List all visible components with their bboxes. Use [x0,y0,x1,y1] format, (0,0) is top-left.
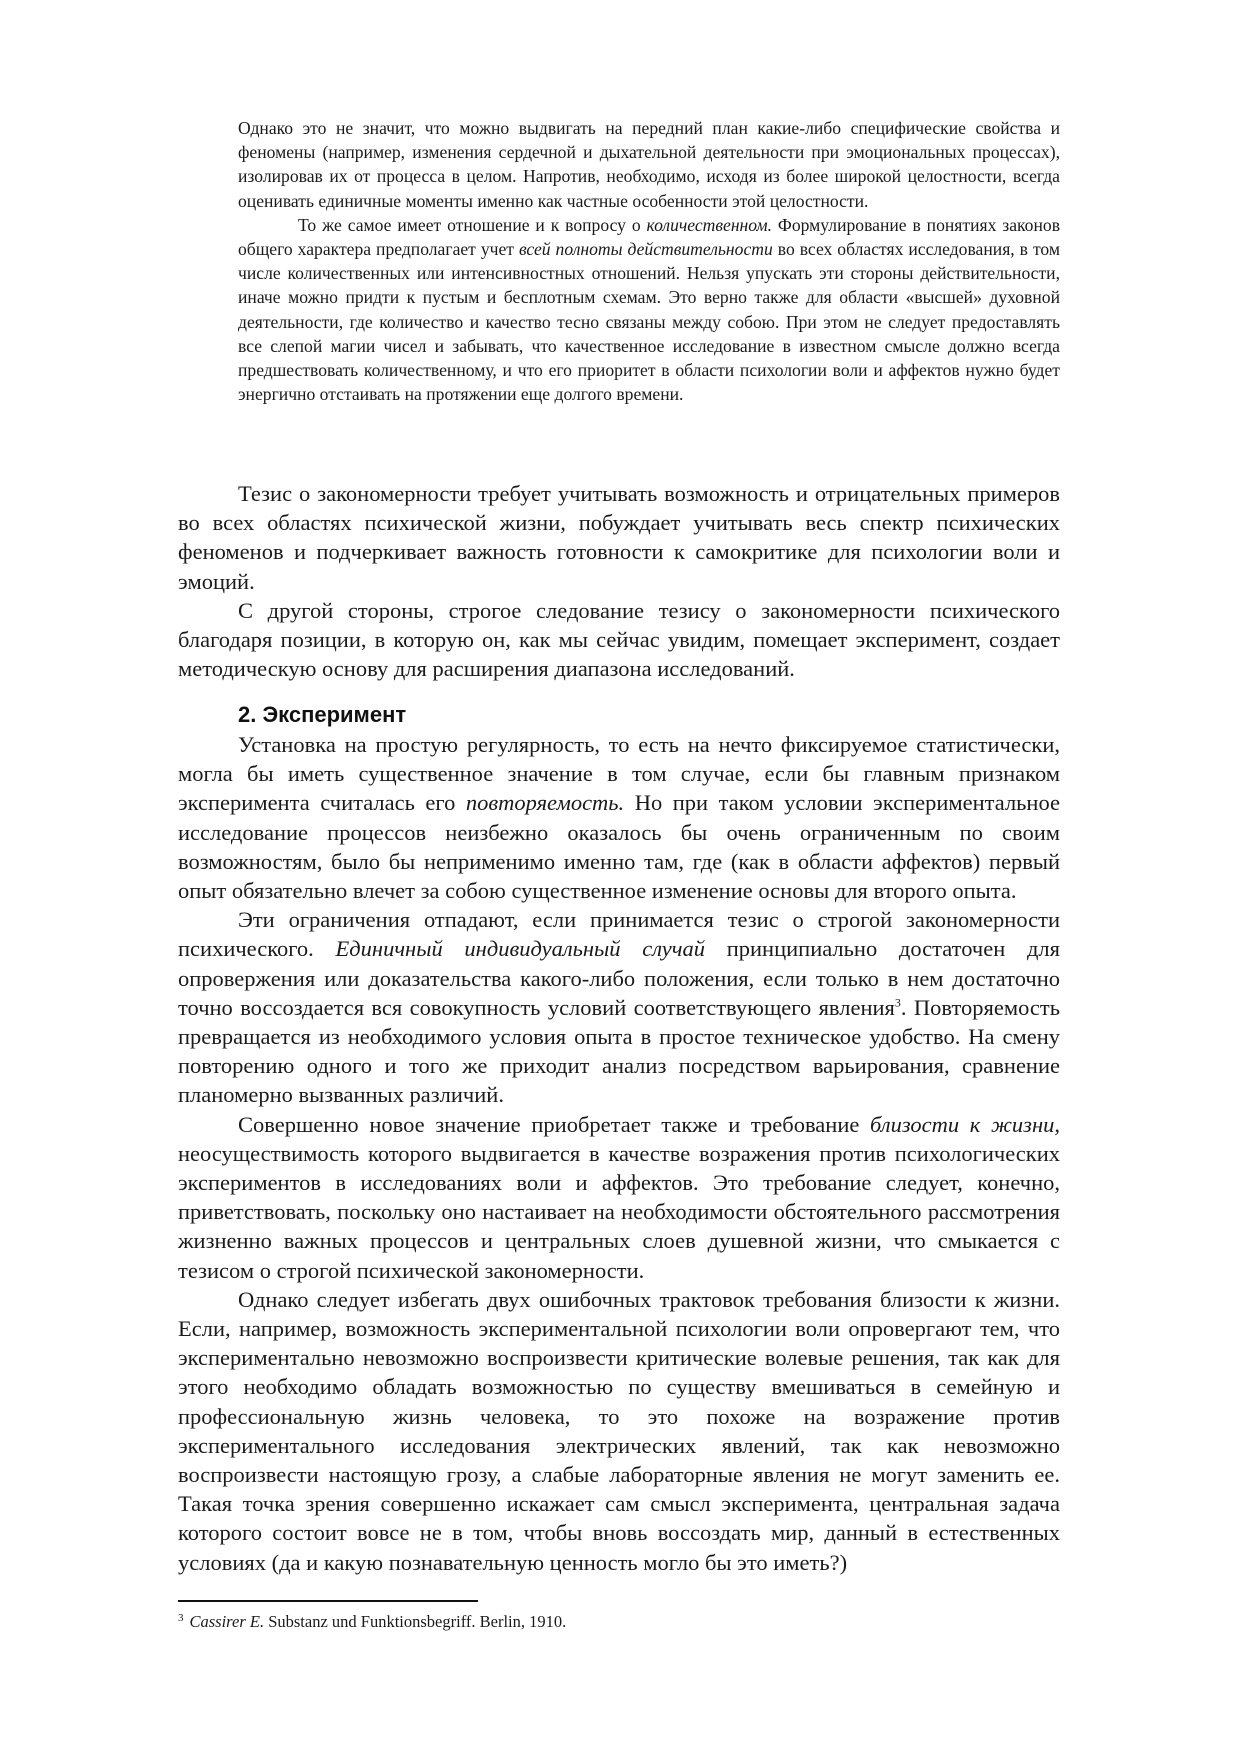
quote-paragraph-2 [238,213,1060,407]
text-run: неосуществимость которого выдвигается в качестве возражения против психологических экспериментов в исследованиях воли и аффектов. Это требование следует, конечно, приветствовать, поскольку оно настаивает на необходимости обстоятельного рассмотрения жизненно важных процессов и центральных слоев душевной жизни, что смыкается с тезисом о строгой психической закономерности. [178,1140,1060,1283]
text-run: во всех областях исследования, в том числе количественных или интенсивностных отношений. Нельзя упускать эти стороны действительности, иначе можно придти к пустым и бесплотным схемам. Это верно также для области «высшей» духовной деятельности, где количество и качество тесно связаны между собою. При этом не следует предоставлять все слепой магии чисел и забывать, что качественное исследование в известном смысле должно всегда предшествовать количественному, и что его приоритет в области психологии воли и аффектов нужно будет энергично отстаивать на протяжении еще долгого времени. [238,239,1061,405]
footnote-separator [178,1600,478,1602]
text-run: принципиально достаточен для опровержения или доказательства какого-либо положения, если только в нем достаточно точно воссоздается вся совокупность условий соответствующего явления [178,936,1060,1020]
italic-term: близости к жизни, [870,1111,1060,1137]
text-run: Формулирование в понятиях законов общего характера предполагает учет [238,214,1060,260]
paragraph [178,905,1060,1109]
text-run: Но при таком условии экспериментальное исследование процессов неизбежно оказалось бы очень ограниченным по своим возможностям, было бы неприменимо именно там, где (как в области аффектов) первый опыт обязательно влечет за собою существенное изменение основы для второго опыта. [178,790,1060,904]
section-heading: 2. Эксперимент [238,702,407,727]
section-1-body [178,479,1060,683]
italic-term: всей полноты действительности [518,239,773,260]
text-run: То же самое имеет отношение и к вопросу о [298,214,647,235]
footnote-author: Cassirer E. [189,1612,265,1631]
text-run: Установка на простую регулярность, то есть на нечто фиксируемое статистически, могла бы иметь существенное значение в том случае, если бы главным признаком эксперимента считалась его [178,732,1060,816]
italic-term: Единичный индивидуальный случай [335,936,705,962]
footnote-text: Substanz und Funktionsbegriff. Berlin, 1910. [264,1612,567,1631]
paragraph: Тезис о закономерности требует учитывать возможность и отрицательных примеров во всех областях психической жизни, побуждает учитывать весь спектр психических феноменов и подчеркивает важность готовности к самокритике для психологии воли и эмоций. [178,481,1060,594]
quote-paragraph-1: Однако это не значит, что можно выдвигать на передний план какие-либо специфические свойства и феномены (например, изменения сердечной и дыхательной деятельности при эмоциональных процессах), изолировав их от процесса в целом. Напротив, необходимо, исходя из более широкой целостности, всегда оценивать единичные моменты именно как частные особенности этой целостности. [238,118,1060,211]
footnote-number: 3 [178,1611,184,1624]
text-run: Совершенно новое значение приобретает также и требование [238,1111,871,1137]
paragraph [178,1110,1060,1285]
paragraph [178,730,1060,905]
paragraph: С другой стороны, строгое следование тезису о закономерности психического благодаря позиции, в которую он, как мы сейчас увидим, помещает эксперимент, создает методическую основу для расширения диапазона исследований. [178,597,1060,682]
footnote [178,1612,1058,1632]
text-run: Эти ограничения отпадают, если принимается тезис о строгой закономерности психического. [178,907,1060,962]
italic-term: повторяемость. [465,790,625,816]
italic-term: количественном. [646,214,773,235]
block-quote [238,116,1060,406]
footnote-reference[interactable]: 3 [894,995,901,1010]
section-2-body [178,730,1060,1577]
text-run: . Повторяемость превращается из необходимого условия опыта в простое техническое удобство. На смену повторению одного и того же приходит анализ посредством варьирования, сравнение планомерно вызванных различий. [178,994,1060,1108]
paragraph: Однако следует избегать двух ошибочных трактовок требования близости к жизни. Если, например, возможность экспериментальной психологии воли опровергают тем, что экспериментально невозможно воспроизвести критические волевые решения, так как для этого необходимо обладать возможностью по существу вмешиваться в семейную и профессиональную жизнь человека, то это похоже на возражение против экспериментального исследования электрических явлений, так как невозможно воспроизвести настоящую грозу, а слабые лабораторные явления не могут заменить ее. Такая точка зрения совершенно искажает сам смысл эксперимента, центральная задача которого состоит вовсе не в том, чтобы вновь воссоздать мир, данный в естественных условиях (да и какую познавательную ценность могло бы это иметь?) [178,1286,1060,1575]
